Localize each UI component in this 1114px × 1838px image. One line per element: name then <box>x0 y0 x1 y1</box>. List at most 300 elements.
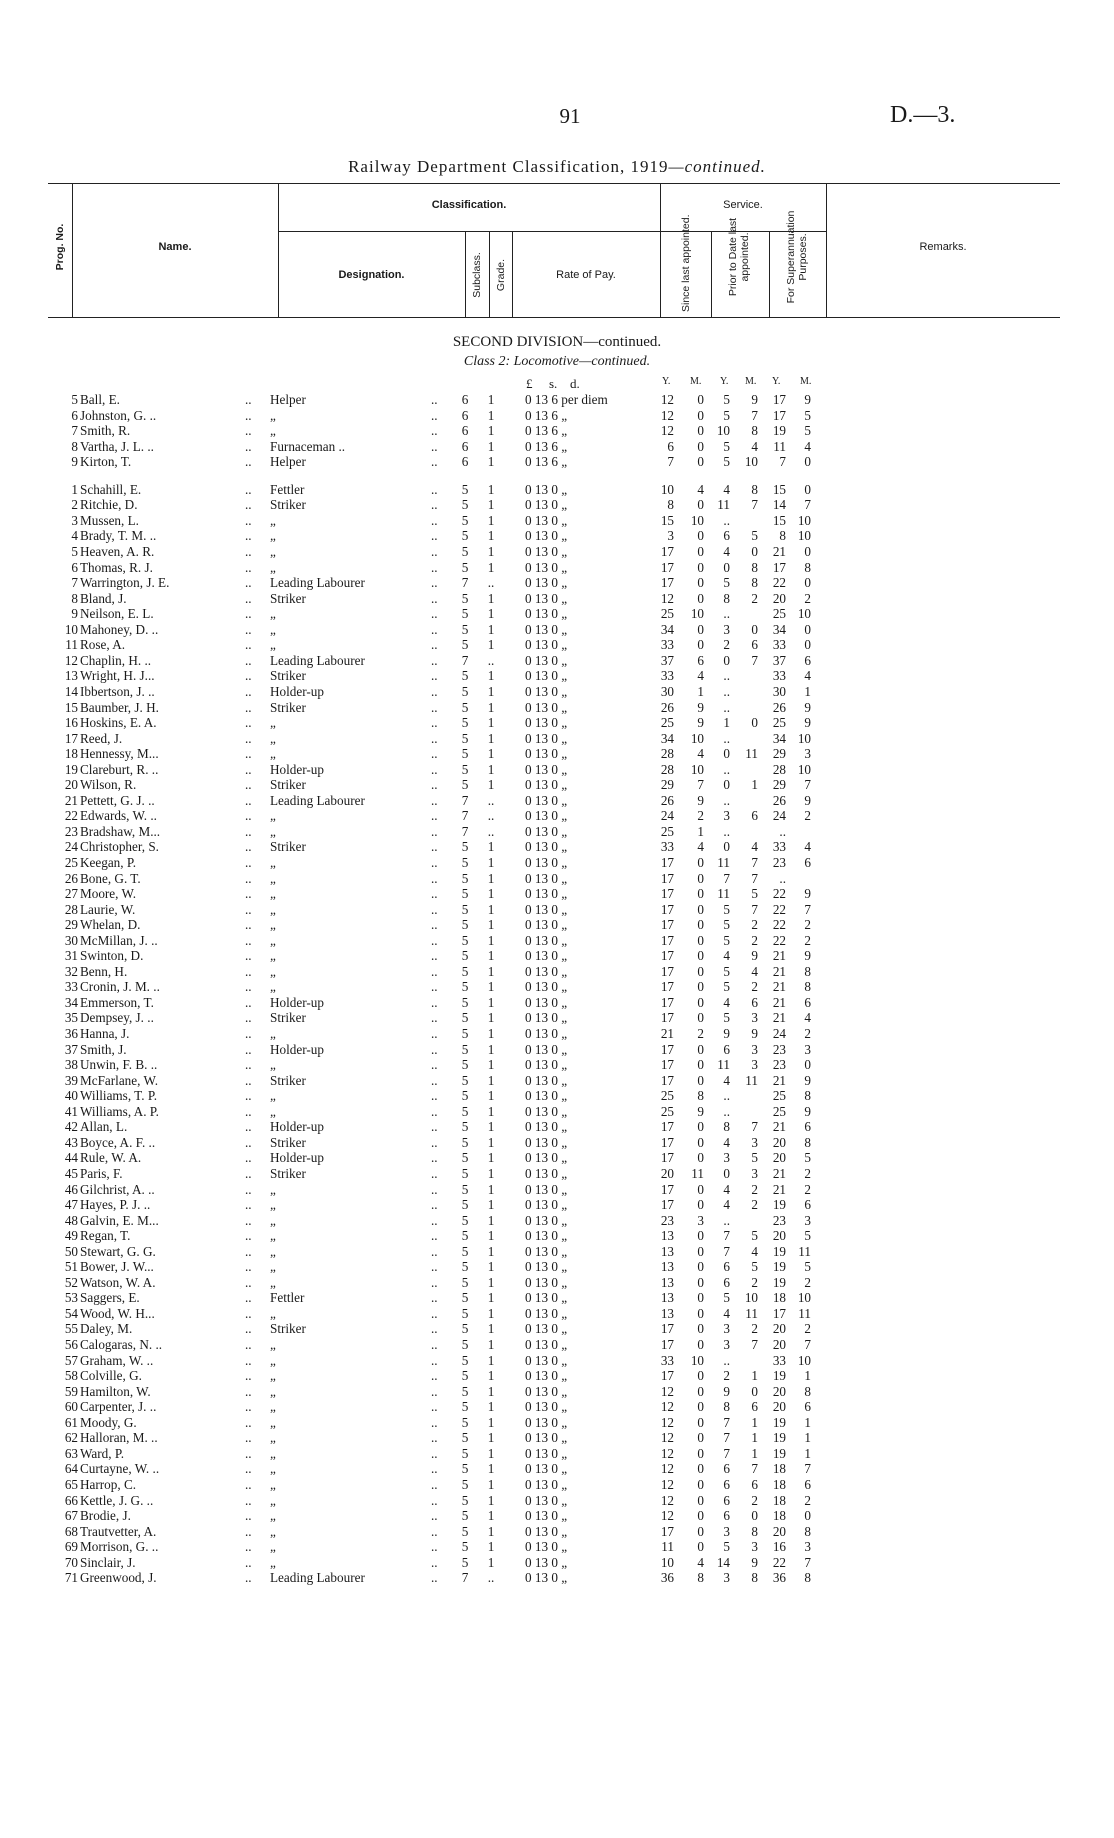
cell-fm: 0 <box>804 575 811 591</box>
leader-dots: .. <box>431 454 438 470</box>
cell-pm: 7 <box>751 497 758 513</box>
cell-fy: 29 <box>772 777 786 793</box>
cell-pay: 0 13 0 „ <box>525 1352 568 1368</box>
cell-desig: „ <box>270 1492 276 1508</box>
cell-sub: 7 <box>461 652 469 668</box>
leader-dots: .. <box>245 1337 252 1352</box>
cell-fm: 3 <box>804 1212 811 1228</box>
cell-sy: 28 <box>660 746 674 762</box>
cell-sm: 0 <box>697 1539 704 1555</box>
cell-desig: Leading Labourer <box>270 792 365 808</box>
leader-dots: .. <box>245 1368 252 1384</box>
cell-grade: 1 <box>487 1010 495 1026</box>
cell-name: Curtayne, W. .. <box>80 1461 160 1477</box>
cell-sy: 17 <box>660 1181 674 1197</box>
cell-no: 7 <box>71 575 78 591</box>
leader-dots: .. <box>245 855 252 870</box>
leader-dots: .. <box>431 1057 438 1073</box>
leader-dots: .. <box>245 901 252 917</box>
cell-fm: 3 <box>804 1041 811 1057</box>
cell-py: 7 <box>723 1430 730 1446</box>
cell-grade: 1 <box>487 1150 495 1166</box>
cell-pay: 0 13 0 „ <box>525 1523 568 1539</box>
table-row <box>0 824 1114 839</box>
table-row <box>0 513 1114 528</box>
table-row <box>0 995 1114 1010</box>
cell-no: 65 <box>64 1476 78 1492</box>
cell-pay: 0 13 0 „ <box>525 1119 568 1135</box>
cell-name: Brady, T. M. .. <box>80 528 157 544</box>
table-row <box>0 1150 1114 1165</box>
cell-fm: 0 <box>804 544 811 559</box>
table-row <box>0 1368 1114 1383</box>
table-row <box>0 482 1114 497</box>
cell-sy: 12 <box>660 1461 674 1477</box>
leader-dots: .. <box>245 1461 252 1477</box>
cell-py: 10 <box>716 423 730 439</box>
cell-py: 7 <box>723 1228 730 1244</box>
table-row <box>0 1135 1114 1150</box>
cell-no: 60 <box>64 1399 78 1415</box>
cell-desig: Striker <box>270 1010 306 1026</box>
cell-pm: 7 <box>751 407 758 423</box>
cell-sm: 0 <box>697 497 704 513</box>
cell-pay: 0 13 0 „ <box>525 948 568 964</box>
cell-name: Hanna, J. <box>80 1026 130 1041</box>
cell-grade: 1 <box>487 1259 495 1275</box>
cell-sm: 0 <box>697 1305 704 1321</box>
leader-dots: .. <box>245 1088 252 1104</box>
leader-dots: .. <box>431 423 438 439</box>
cell-sm: 0 <box>697 994 704 1010</box>
cell-pm: 5 <box>751 1150 758 1166</box>
cell-sm: 0 <box>697 1399 704 1415</box>
cell-no: 63 <box>64 1445 78 1461</box>
leader-dots: .. <box>245 792 252 808</box>
cell-pay: 0 13 0 „ <box>525 1445 568 1461</box>
cell-py: 3 <box>723 808 730 824</box>
cell-sub: 5 <box>461 512 469 528</box>
leader-dots: .. <box>431 917 438 933</box>
leader-dots: .. <box>245 1414 252 1430</box>
cell-fy: 33 <box>772 637 786 653</box>
table-row <box>0 1197 1114 1212</box>
cell-grade: 1 <box>487 1212 495 1228</box>
cell-name: Smith, R. <box>80 423 131 439</box>
cell-sub: 6 <box>461 438 469 454</box>
cell-fy: 22 <box>772 886 786 902</box>
cell-fy: 19 <box>772 1445 786 1461</box>
cell-fm: 1 <box>804 683 811 699</box>
cell-sm: 0 <box>697 1368 704 1384</box>
cell-pm: 2 <box>751 932 758 948</box>
cell-desig: „ <box>270 1368 276 1384</box>
cell-name: Hamilton, W. <box>80 1383 151 1399</box>
cell-sy: 13 <box>660 1228 674 1244</box>
cell-grade: .. <box>487 792 495 808</box>
cell-fm: 2 <box>804 1026 811 1041</box>
unit-pounds: £ <box>526 376 533 391</box>
cell-grade: 1 <box>487 454 495 470</box>
cell-fy: 20 <box>772 1134 786 1150</box>
cell-desig: „ <box>270 423 276 439</box>
cell-grade: 1 <box>487 1026 495 1041</box>
cell-desig: Leading Labourer <box>270 1570 365 1586</box>
cell-pay: 0 13 0 „ <box>525 1274 568 1290</box>
cell-no: 26 <box>64 870 78 886</box>
cell-sy: 33 <box>660 1352 674 1368</box>
leader-dots: .. <box>245 1243 252 1259</box>
cell-fy: 28 <box>772 761 786 777</box>
cell-pay: 0 13 0 „ <box>525 1259 568 1275</box>
cell-name: Christopher, S. <box>80 839 159 855</box>
cell-sub: 7 <box>461 823 469 839</box>
cell-py: 4 <box>723 544 730 559</box>
cell-sy: 17 <box>660 994 674 1010</box>
cell-fm: 9 <box>804 948 811 964</box>
cell-no: 33 <box>64 979 78 995</box>
cell-py: .. <box>723 823 730 839</box>
cell-no: 59 <box>64 1383 78 1399</box>
cell-py: 0 <box>723 746 730 762</box>
cell-pay: 0 13 0 „ <box>525 855 568 870</box>
cell-no: 20 <box>64 777 78 793</box>
cell-fm: 0 <box>804 1057 811 1073</box>
cell-fy: 34 <box>772 730 786 746</box>
cell-sub: 5 <box>461 1383 469 1399</box>
cell-sy: 37 <box>660 652 674 668</box>
leader-dots: .. <box>431 497 438 513</box>
cell-sm: 1 <box>697 683 704 699</box>
cell-pay: 0 13 0 „ <box>525 1321 568 1337</box>
cell-sub: 5 <box>461 1539 469 1555</box>
cell-grade: 1 <box>487 1492 495 1508</box>
leader-dots: .. <box>431 1383 438 1399</box>
cell-sy: 33 <box>660 668 674 684</box>
table-row <box>0 1104 1114 1119</box>
cell-grade: 1 <box>487 1290 495 1306</box>
cell-fm: 6 <box>804 1399 811 1415</box>
cell-sub: 5 <box>461 497 469 513</box>
leader-dots: .. <box>431 683 438 699</box>
cell-pm: 3 <box>751 1010 758 1026</box>
leader-dots: .. <box>431 559 438 575</box>
cell-name: Schahill, E. <box>80 481 142 497</box>
table-row <box>0 1477 1114 1492</box>
cell-name: Warrington, J. E. <box>80 575 170 591</box>
cell-name: Rose, A. <box>80 637 126 653</box>
leader-dots: .. <box>245 575 252 591</box>
cell-fm: 4 <box>804 1010 811 1026</box>
cell-fy: 15 <box>772 481 786 497</box>
cell-py: 3 <box>723 1523 730 1539</box>
leader-dots: .. <box>431 1430 438 1446</box>
cell-desig: „ <box>270 559 276 575</box>
cell-pay: 0 13 0 „ <box>525 730 568 746</box>
cell-desig: „ <box>270 823 276 839</box>
cell-fm: 7 <box>804 1461 811 1477</box>
cell-desig: „ <box>270 606 276 622</box>
cell-sm: 0 <box>697 1414 704 1430</box>
cell-pm: 9 <box>751 948 758 964</box>
cell-no: 21 <box>64 792 78 808</box>
cell-pay: 0 13 0 „ <box>525 1088 568 1104</box>
cell-grade: 1 <box>487 1134 495 1150</box>
cell-sub: 5 <box>461 979 469 995</box>
cell-fm: 9 <box>804 1072 811 1088</box>
cell-pm: 8 <box>751 481 758 497</box>
leader-dots: .. <box>245 512 252 528</box>
cell-sy: 17 <box>660 901 674 917</box>
cell-pm: 6 <box>751 808 758 824</box>
page-title-main: Railway Department Classification, 1919 <box>348 157 669 176</box>
cell-py: 5 <box>723 1290 730 1306</box>
cell-sy: 33 <box>660 637 674 653</box>
cell-name: Daley, M. <box>80 1321 133 1337</box>
leader-dots: .. <box>245 761 252 777</box>
leader-dots: .. <box>431 715 438 730</box>
cell-grade: .. <box>487 652 495 668</box>
unit-m3: M. <box>800 376 812 387</box>
table-row <box>0 528 1114 543</box>
leader-dots: .. <box>245 1274 252 1290</box>
cell-name: Calogaras, N. .. <box>80 1337 163 1352</box>
cell-py: 5 <box>723 392 730 407</box>
cell-fy: 21 <box>772 1119 786 1135</box>
cell-name: Ward, P. <box>80 1445 124 1461</box>
cell-no: 36 <box>64 1026 78 1041</box>
cell-sub: 5 <box>461 932 469 948</box>
cell-grade: 1 <box>487 668 495 684</box>
cell-py: .. <box>723 683 730 699</box>
cell-fm: 8 <box>804 559 811 575</box>
cell-py: 5 <box>723 979 730 995</box>
cell-fm: 3 <box>804 746 811 762</box>
page-title-suffix: —continued. <box>668 157 766 176</box>
cell-fy: 21 <box>772 994 786 1010</box>
cell-pay: 0 13 0 „ <box>525 481 568 497</box>
cell-py: 5 <box>723 407 730 423</box>
cell-no: 39 <box>64 1072 78 1088</box>
leader-dots: .. <box>431 1476 438 1492</box>
cell-sm: 0 <box>697 1228 704 1244</box>
cell-pay: 0 13 0 „ <box>525 1539 568 1555</box>
cell-fm: 2 <box>804 1274 811 1290</box>
header-name: Name. <box>158 241 192 253</box>
cell-sub: 5 <box>461 901 469 917</box>
cell-py: 4 <box>723 994 730 1010</box>
cell-grade: 1 <box>487 423 495 439</box>
cell-no: 56 <box>64 1337 78 1352</box>
table-row <box>0 1461 1114 1476</box>
cell-no: 49 <box>64 1228 78 1244</box>
cell-sub: 5 <box>461 590 469 606</box>
table-row <box>0 1539 1114 1554</box>
cell-sm: 0 <box>697 1119 704 1135</box>
cell-name: Edwards, W. .. <box>80 808 157 824</box>
header-classification: Classification. <box>431 199 507 211</box>
cell-fy: 19 <box>772 1414 786 1430</box>
cell-name: Graham, W. .. <box>80 1352 154 1368</box>
table-row <box>0 979 1114 994</box>
cell-pm: 3 <box>751 1134 758 1150</box>
cell-no: 38 <box>64 1057 78 1073</box>
cell-sy: 17 <box>660 886 674 902</box>
cell-sy: 28 <box>660 761 674 777</box>
cell-name: Bradshaw, M... <box>80 823 161 839</box>
cell-py: 11 <box>717 1057 730 1073</box>
leader-dots: .. <box>245 481 252 497</box>
cell-no: 13 <box>64 668 78 684</box>
cell-grade: 1 <box>487 1197 495 1212</box>
cell-sm: 0 <box>697 1383 704 1399</box>
cell-sm: 10 <box>690 606 704 622</box>
cell-sm: 0 <box>697 1274 704 1290</box>
cell-name: Neilson, E. L. <box>80 606 154 622</box>
cell-fm: 4 <box>804 668 811 684</box>
cell-sm: 0 <box>697 544 704 559</box>
cell-py: .. <box>723 730 730 746</box>
cell-py: 6 <box>723 1476 730 1492</box>
cell-no: 22 <box>64 808 78 824</box>
cell-no: 71 <box>64 1570 78 1586</box>
table-row <box>0 1073 1114 1088</box>
cell-desig: Holder-up <box>270 1041 324 1057</box>
cell-pay: 0 13 0 „ <box>525 590 568 606</box>
cell-grade: 1 <box>487 1165 495 1181</box>
cell-grade: 1 <box>487 839 495 855</box>
cell-fy: 20 <box>772 1150 786 1166</box>
table-row <box>0 439 1114 454</box>
cell-desig: Fettler <box>270 1290 305 1306</box>
table-row <box>0 575 1114 590</box>
cell-fm: 11 <box>798 1243 811 1259</box>
cell-sub: 5 <box>461 855 469 870</box>
cell-grade: 1 <box>487 715 495 730</box>
cell-name: Hayes, P. J. .. <box>80 1197 151 1212</box>
cell-py: 0 <box>723 1165 730 1181</box>
table-row <box>0 1166 1114 1181</box>
cell-sub: 7 <box>461 575 469 591</box>
cell-sm: 0 <box>697 621 704 637</box>
leader-dots: .. <box>245 1150 252 1166</box>
cell-grade: .. <box>487 1570 495 1586</box>
leader-dots: .. <box>431 1026 438 1041</box>
cell-sm: 10 <box>690 512 704 528</box>
leader-dots: .. <box>431 1570 438 1586</box>
cell-fm: 11 <box>798 1305 811 1321</box>
cell-pay: 0 13 0 „ <box>525 963 568 979</box>
cell-no: 68 <box>64 1523 78 1539</box>
cell-desig: Striker <box>270 699 306 715</box>
cell-grade: 1 <box>487 590 495 606</box>
cell-desig: „ <box>270 917 276 933</box>
cell-fy: 19 <box>772 423 786 439</box>
cell-sub: 5 <box>461 1088 469 1104</box>
cell-sub: 5 <box>461 1165 469 1181</box>
cell-no: 3 <box>71 512 78 528</box>
cell-pay: 0 13 0 „ <box>525 652 568 668</box>
cell-sub: 7 <box>461 792 469 808</box>
leader-dots: .. <box>245 1476 252 1492</box>
cell-sub: 5 <box>461 528 469 544</box>
cell-sy: 17 <box>660 1072 674 1088</box>
cell-pm: 8 <box>751 575 758 591</box>
cell-fy: 20 <box>772 1399 786 1415</box>
cell-py: 6 <box>723 1492 730 1508</box>
leader-dots: .. <box>431 637 438 653</box>
cell-no: 50 <box>64 1243 78 1259</box>
cell-sm: 0 <box>697 886 704 902</box>
cell-pay: 0 13 0 „ <box>525 901 568 917</box>
leader-dots: .. <box>431 839 438 855</box>
cell-grade: 1 <box>487 963 495 979</box>
cell-grade: 1 <box>487 1181 495 1197</box>
leader-dots: .. <box>245 699 252 715</box>
cell-grade: .. <box>487 808 495 824</box>
cell-grade: 1 <box>487 1461 495 1477</box>
cell-sub: 5 <box>461 699 469 715</box>
cell-sm: 0 <box>697 1259 704 1275</box>
cell-pay: 0 13 0 „ <box>525 1337 568 1352</box>
cell-py: .. <box>723 792 730 808</box>
page-title <box>0 157 1114 177</box>
cell-desig: „ <box>270 1337 276 1352</box>
cell-pm: 11 <box>745 1072 758 1088</box>
cell-sub: 5 <box>461 1476 469 1492</box>
unit-m2: M. <box>745 376 757 387</box>
leader-dots: .. <box>245 1445 252 1461</box>
cell-sm: 0 <box>697 454 704 470</box>
cell-grade: 1 <box>487 1321 495 1337</box>
cell-sub: 5 <box>461 1181 469 1197</box>
cell-sub: 5 <box>461 1228 469 1244</box>
cell-fm: 6 <box>804 994 811 1010</box>
cell-pay: 0 13 0 „ <box>525 823 568 839</box>
cell-sub: 5 <box>461 683 469 699</box>
cell-sy: 8 <box>667 497 674 513</box>
leader-dots: .. <box>431 1399 438 1415</box>
table-row <box>0 1446 1114 1461</box>
cell-grade: 1 <box>487 544 495 559</box>
cell-sm: 0 <box>697 423 704 439</box>
leader-dots: .. <box>431 730 438 746</box>
header-prog-no: Prog. No. <box>54 223 66 271</box>
cell-py: 9 <box>723 1026 730 1041</box>
cell-fy: 22 <box>772 901 786 917</box>
leader-dots: .. <box>431 808 438 824</box>
unit-y1: Y. <box>662 376 671 387</box>
leader-dots: .. <box>431 407 438 423</box>
cell-sm: 4 <box>697 746 704 762</box>
cell-sm: 0 <box>697 1492 704 1508</box>
cell-py: 0 <box>723 652 730 668</box>
cell-desig: „ <box>270 1523 276 1539</box>
cell-desig: „ <box>270 932 276 948</box>
leader-dots: .. <box>431 1041 438 1057</box>
cell-desig: „ <box>270 901 276 917</box>
cell-py: 0 <box>723 777 730 793</box>
cell-sm: 0 <box>697 1321 704 1337</box>
cell-fm: 6 <box>804 1197 811 1212</box>
leader-dots: .. <box>431 1243 438 1259</box>
cell-grade: .. <box>487 823 495 839</box>
cell-sm: 0 <box>697 1150 704 1166</box>
cell-py: 8 <box>723 1399 730 1415</box>
cell-no: 58 <box>64 1368 78 1384</box>
cell-name: Colville, G. <box>80 1368 142 1384</box>
cell-sm: 0 <box>697 559 704 575</box>
